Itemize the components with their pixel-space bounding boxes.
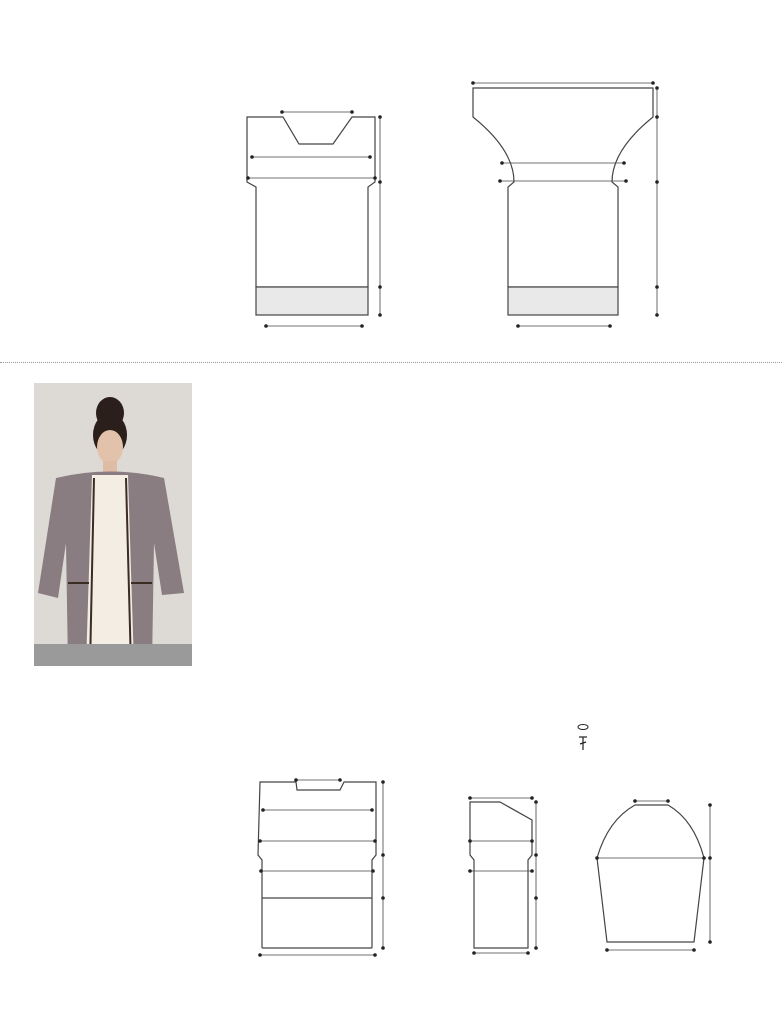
double-crochet-icon [579, 737, 587, 750]
bottom-schematics [0, 760, 782, 980]
front-schematic-top [473, 88, 653, 315]
chain-stitch-icon [578, 725, 588, 730]
back-schematic-top [247, 117, 375, 315]
watermark-middle [0, 360, 782, 660]
top-schematics [0, 0, 782, 362]
